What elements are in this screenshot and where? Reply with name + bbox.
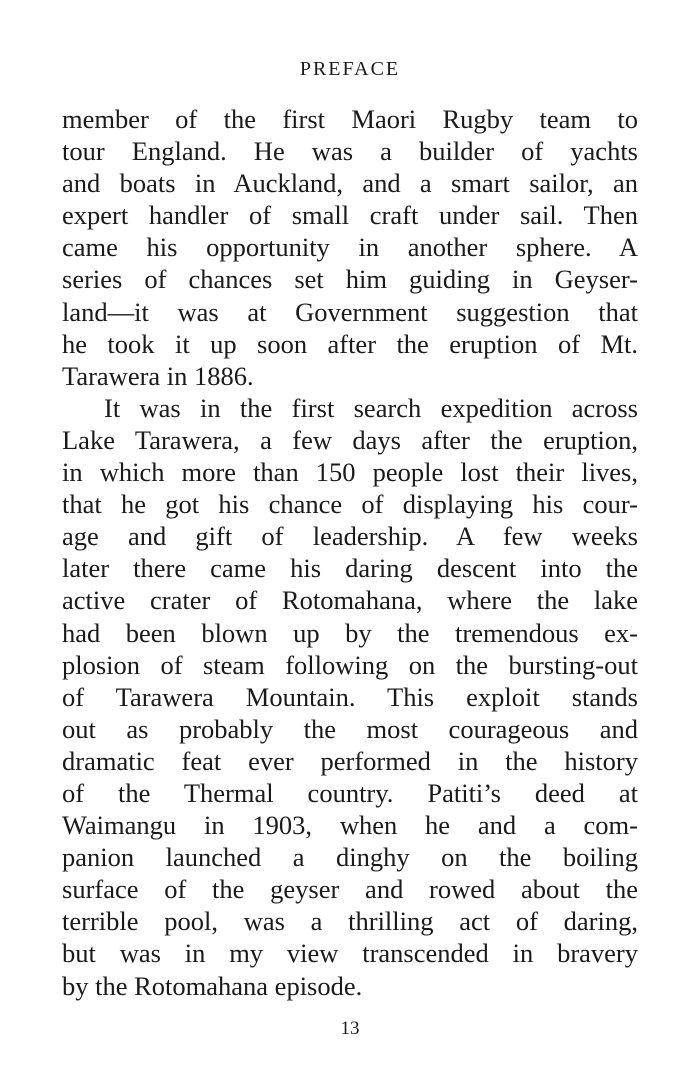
text-line: he took it up soon after the eruption of Mt. [62, 328, 638, 359]
text-line: series of chances set him guiding in Geyser- [62, 264, 638, 295]
text-line: active crater of Rotomahana, where the lake [62, 585, 638, 616]
text-line: had been blown up by the tremendous ex- [62, 617, 638, 648]
text-line: expert handler of small craft under sail. Then [62, 200, 638, 231]
text-line: and boats in Auckland, and a smart sailor, an [62, 168, 638, 199]
body-text [62, 103, 638, 1002]
text-line: came his opportunity in another sphere. A [62, 232, 638, 263]
text-line: Tarawera in 1886. [62, 360, 254, 391]
text-line: dramatic feat ever performed in the history [62, 745, 638, 776]
text-line: tour England. He was a builder of yachts [62, 136, 638, 167]
text-line: out as probably the most courageous and [62, 713, 638, 744]
text-line: age and gift of leadership. A few weeks [62, 521, 638, 552]
text-line: terrible pool, was a thrilling act of daring, [62, 906, 638, 937]
text-line: of the Thermal country. Patiti’s deed at [62, 777, 638, 808]
text-line: in which more than 150 people lost their lives, [62, 457, 638, 488]
page-number: 13 [340, 1018, 360, 1039]
text-line: Waimangu in 1903, when he and a com- [62, 810, 638, 841]
text-line: by the Rotomahana episode. [62, 970, 363, 1001]
text-line: member of the first Maori Rugby team to [62, 104, 638, 134]
text-line: of Tarawera Mountain. This exploit stands [62, 681, 638, 712]
text-line: but was in my view transcended in bravery [62, 938, 638, 969]
text-line: land—it was at Government suggestion that [62, 296, 638, 327]
paragraph-2 [62, 392, 638, 1002]
text-line: Lake Tarawera, a few days after the eruption, [62, 424, 638, 455]
text-line: plosion of steam following on the bursting-out [62, 649, 638, 680]
running-head: PREFACE [299, 58, 401, 80]
text-line: panion launched a dinghy on the boiling [62, 842, 638, 873]
text-line: later there came his daring descent into the [62, 553, 638, 584]
text-line: It was in the first search expedition across [104, 392, 638, 423]
text-line: surface of the geyser and rowed about the [62, 874, 638, 905]
paragraph-1 [62, 103, 638, 392]
text-line: that he got his chance of displaying his cour- [62, 489, 638, 520]
